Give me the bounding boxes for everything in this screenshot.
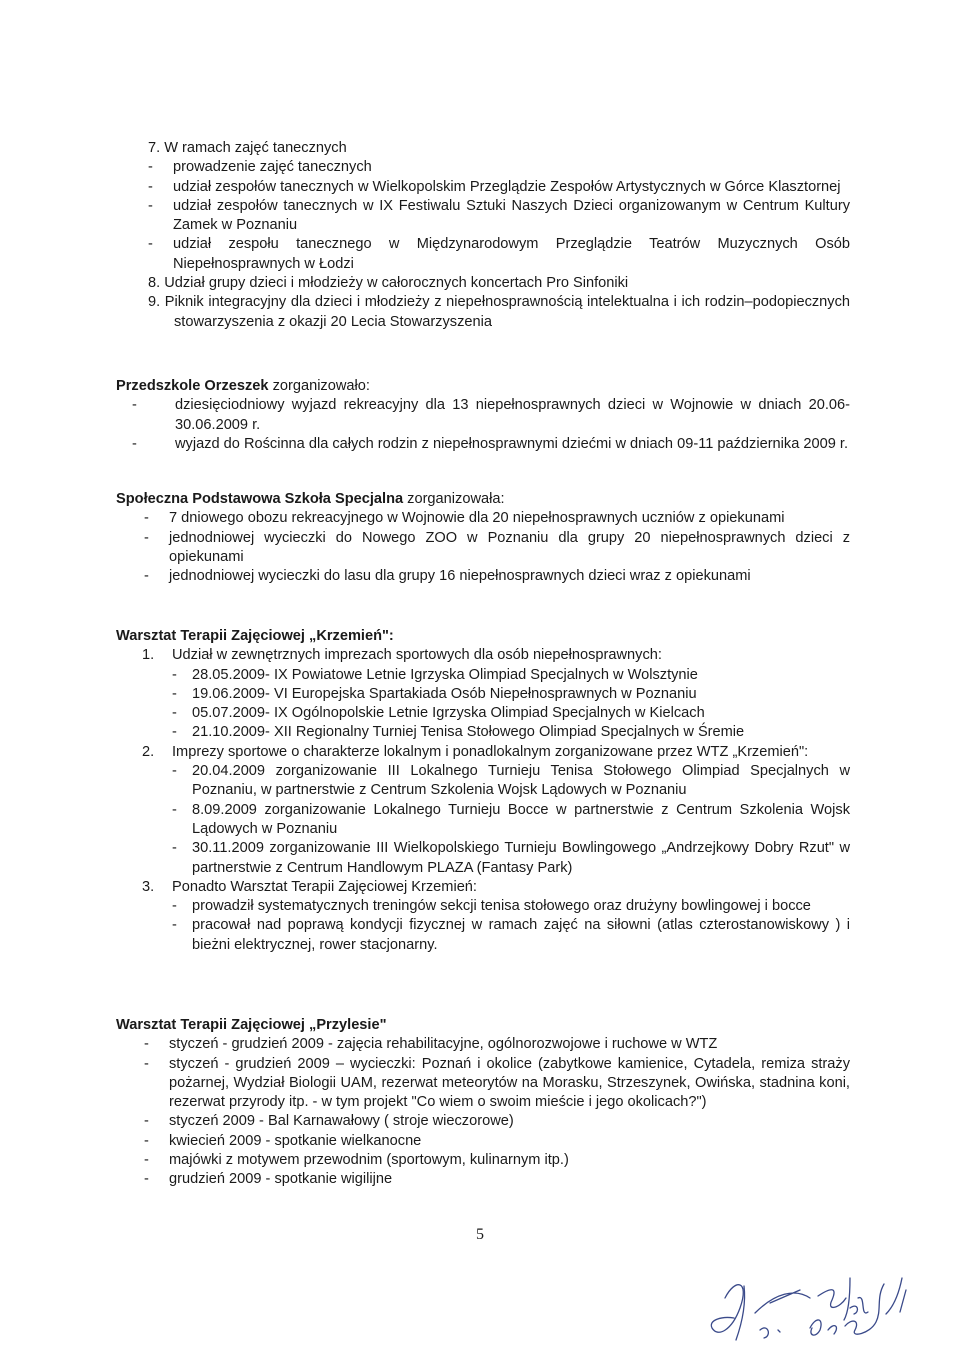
section-7-title: 7. W ramach zajęć tanecznych bbox=[148, 140, 347, 156]
list-item bbox=[116, 1170, 850, 1189]
bullet-dash: - bbox=[172, 685, 177, 702]
list-item-text: 20.04.2009 zorganizowanie III Lokalnego Turnieju Tenisa Stołowego Olimpiad Specjalnych w Poznaniu, w partnerstwie z Centrum Szkolenia Wojsk Lądowych w Poznaniu bbox=[192, 763, 850, 799]
list-item-text: prowadził systematycznych treningów sekcji tenisa stołowego oraz drużyny bowlingowej i bocce bbox=[192, 898, 811, 915]
handwritten-signatures bbox=[700, 1268, 930, 1348]
numbered-item-text: Ponadto Warsztat Terapii Zajęciowej Krzemień: bbox=[172, 878, 477, 895]
list-item-text: styczeń - grudzień 2009 – wycieczki: Poznań i okolice (zabytkowe kamienice, Cytadela, remiza straży pożarnej, Wydział Biologii UAM, rezerwat meteorytów na Morasku, Strzeszynek, Owińska, stadnina koni, rezerwat przyrody itp. - w tym projekt "Co wiem o swoim mieście i jego okolicach?") bbox=[169, 1055, 850, 1111]
list-item-text: dziesięciodniowy wyjazd rekreacyjny dla 13 niepełnosprawnych dzieci w Wojnowie w dniach 20.06-30.06.2009 r. bbox=[175, 397, 850, 433]
numbered-item-text: Udział w zewnętrznych imprezach sportowych dla osób niepełnosprawnych: bbox=[172, 647, 662, 664]
signature-stroke bbox=[711, 1285, 743, 1333]
section-heading: Warsztat Terapii Zajęciowej „Krzemień": bbox=[116, 628, 394, 644]
signature-stroke bbox=[755, 1290, 810, 1313]
signature-stroke bbox=[818, 1278, 850, 1320]
section-szkola bbox=[116, 490, 850, 586]
list-item bbox=[172, 685, 850, 704]
bullet-dash: - bbox=[144, 1113, 149, 1130]
section-orzeszek bbox=[116, 377, 850, 454]
list-item bbox=[116, 1035, 850, 1054]
item-number: 2. bbox=[142, 743, 155, 760]
bullet-dash: - bbox=[172, 898, 177, 915]
signature-stroke bbox=[886, 1278, 906, 1314]
bullet-dash: - bbox=[172, 801, 177, 818]
bullet-dash: - bbox=[132, 435, 137, 452]
list-item-text: pracował nad poprawą kondycji fizycznej w ramach zajęć na siłowni (atlas czterostanowiskowy ) i bieżni elektrycznej, rower stacjonarny. bbox=[192, 917, 850, 953]
bullet-dash: - bbox=[144, 1152, 149, 1169]
list-item bbox=[172, 666, 850, 685]
item-8: 8. Udział grupy dzieci i młodzieży w całorocznych koncertach Pro Sinfoniki bbox=[148, 275, 629, 292]
section-7 bbox=[148, 139, 850, 332]
bullet-dash: - bbox=[144, 1055, 149, 1072]
list-item bbox=[172, 762, 850, 801]
bullet-dash: - bbox=[172, 666, 177, 683]
list-item-text: 05.07.2009- IX Ogólnopolskie Letnie Igrzyska Olimpiad Specjalnych w Kielcach bbox=[192, 705, 705, 722]
heading-suffix: zorganizowało: bbox=[268, 378, 370, 394]
section-przylesie bbox=[116, 1016, 850, 1190]
section-heading bbox=[116, 490, 850, 509]
item-number: 3. bbox=[142, 878, 155, 895]
org-name: Społeczna Podstawowa Szkoła Specjalna bbox=[116, 491, 404, 507]
list-item bbox=[172, 839, 850, 878]
list-item-text: udział zespołów tanecznych w Wielkopolskim Przeglądzie Zespołów Artystycznych w Górce Klasztornej bbox=[173, 178, 841, 195]
numbered-item-text: Imprezy sportowe o charakterze lokalnym i ponadlokalnym zorganizowane przez WTZ „Krzemień": bbox=[172, 743, 809, 760]
list-item-text: 28.05.2009- IX Powiatowe Letnie Igrzyska Olimpiad Specjalnych w Wolsztynie bbox=[192, 666, 698, 683]
list-item bbox=[148, 197, 850, 236]
bullet-dash: - bbox=[144, 568, 149, 585]
list-item bbox=[116, 567, 850, 586]
section-heading: Warsztat Terapii Zajęciowej „Przylesie" bbox=[116, 1017, 387, 1033]
list-item bbox=[116, 396, 850, 435]
numbered-item bbox=[116, 646, 850, 665]
list-item-text: 21.10.2009- XII Regionalny Turniej Tenisa Stołowego Olimpiad Specjalnych w Śremie bbox=[192, 724, 745, 741]
bullet-dash: - bbox=[172, 724, 177, 741]
list-item bbox=[116, 1112, 850, 1131]
heading-suffix: zorganizowała: bbox=[403, 491, 505, 507]
list-item-text: jednodniowej wycieczki do lasu dla grupy 16 niepełnosprawnych dzieci wraz z opiekunami bbox=[169, 568, 751, 585]
section-heading bbox=[116, 377, 850, 396]
bullet-dash: - bbox=[144, 510, 149, 527]
signature-stroke bbox=[760, 1328, 780, 1338]
list-item bbox=[172, 723, 850, 742]
bullet-dash: - bbox=[148, 236, 153, 253]
list-item-text: udział zespołów tanecznych w IX Festiwalu Sztuki Naszych Dzieci organizowanym w Centrum Kultury Zamek w Poznaniu bbox=[173, 197, 850, 234]
bullet-dash: - bbox=[148, 178, 153, 195]
signature-stroke bbox=[850, 1298, 868, 1314]
list-item-text: majówki z motywem przewodnim (sportowym, kulinarnym itp.) bbox=[169, 1152, 569, 1169]
item-number: 1. bbox=[142, 647, 155, 664]
numbered-item bbox=[116, 878, 850, 897]
list-item-text: 19.06.2009- VI Europejska Spartakiada Osób Niepełnosprawnych w Poznaniu bbox=[192, 685, 697, 702]
list-item bbox=[172, 801, 850, 840]
list-item-text: grudzień 2009 - spotkanie wigilijne bbox=[169, 1171, 393, 1188]
signature-stroke bbox=[845, 1284, 884, 1334]
list-item bbox=[116, 1132, 850, 1151]
list-item bbox=[172, 704, 850, 723]
list-item bbox=[172, 897, 850, 916]
item-9: 9. Piknik integracyjny dla dzieci i młodzieży z niepełnosprawnością intelektualna i ich rodzin–podopiecznych stowarzyszenia z okazji 20 Lecia Stowarzyszenia bbox=[148, 294, 850, 330]
org-name: Przedszkole Orzeszek bbox=[116, 378, 269, 394]
bullet-dash: - bbox=[132, 397, 137, 414]
list-item bbox=[172, 916, 850, 955]
bullet-dash: - bbox=[144, 1171, 149, 1188]
list-item-text: udział zespołu tanecznego w Międzynarodowym Przeglądzie Teatrów Muzycznych Osób Niepełnosprawnych w Łodzi bbox=[173, 236, 850, 272]
list-item bbox=[148, 178, 850, 197]
bullet-dash: - bbox=[144, 1036, 149, 1053]
list-item-text: 30.11.2009 zorganizowanie III Wielkopolskiego Turnieju Bowlingowego „Andrzejkowy Dobry Rzut" w partnerstwie z Centrum Handlowym PLAZA (Fantasy Park) bbox=[192, 840, 850, 876]
bullet-dash: - bbox=[148, 197, 153, 214]
bullet-dash: - bbox=[144, 529, 149, 546]
list-item bbox=[116, 1151, 850, 1170]
list-item-text: 8.09.2009 zorganizowanie Lokalnego Turnieju Bocce w partnerstwie z Centrum Szkolenia Wojsk Lądowych w Poznaniu bbox=[192, 801, 850, 837]
list-item bbox=[116, 529, 850, 568]
list-item bbox=[148, 235, 850, 274]
bullet-dash: - bbox=[172, 705, 177, 722]
signature-stroke bbox=[810, 1320, 836, 1335]
page-number: 5 bbox=[476, 1226, 484, 1243]
list-item-text: styczeń - grudzień 2009 - zajęcia rehabilitacyjne, ogólnorozwojowe i ruchowe w WTZ bbox=[169, 1036, 718, 1053]
list-item-text: wyjazd do Rościnna dla całych rodzin z niepełnosprawnymi dziećmi w dniach 09-11 października 2009 r. bbox=[175, 435, 849, 452]
list-item-text: prowadzenie zajęć tanecznych bbox=[173, 159, 372, 176]
list-item bbox=[116, 1055, 850, 1113]
list-item-text: 7 dniowego obozu rekreacyjnego w Wojnowie dla 20 niepełnosprawnych uczniów z opiekunami bbox=[169, 510, 785, 527]
bullet-dash: - bbox=[144, 1132, 149, 1149]
list-item bbox=[116, 509, 850, 528]
list-item-text: styczeń 2009 - Bal Karnawałowy ( stroje wieczorowe) bbox=[169, 1113, 514, 1130]
section-krzemien bbox=[116, 627, 850, 955]
bullet-dash: - bbox=[148, 159, 153, 176]
bullet-dash: - bbox=[172, 840, 177, 857]
list-item-text: kwiecień 2009 - spotkanie wielkanocne bbox=[169, 1132, 422, 1149]
list-item-text: jednodniowej wycieczki do Nowego ZOO w Poznaniu dla grupy 20 niepełnosprawnych dzieci z opiekunami bbox=[169, 529, 850, 565]
list-item bbox=[116, 435, 850, 454]
list-item bbox=[148, 158, 850, 177]
numbered-item bbox=[116, 743, 850, 762]
bullet-dash: - bbox=[172, 917, 177, 934]
bullet-dash: - bbox=[172, 763, 177, 780]
